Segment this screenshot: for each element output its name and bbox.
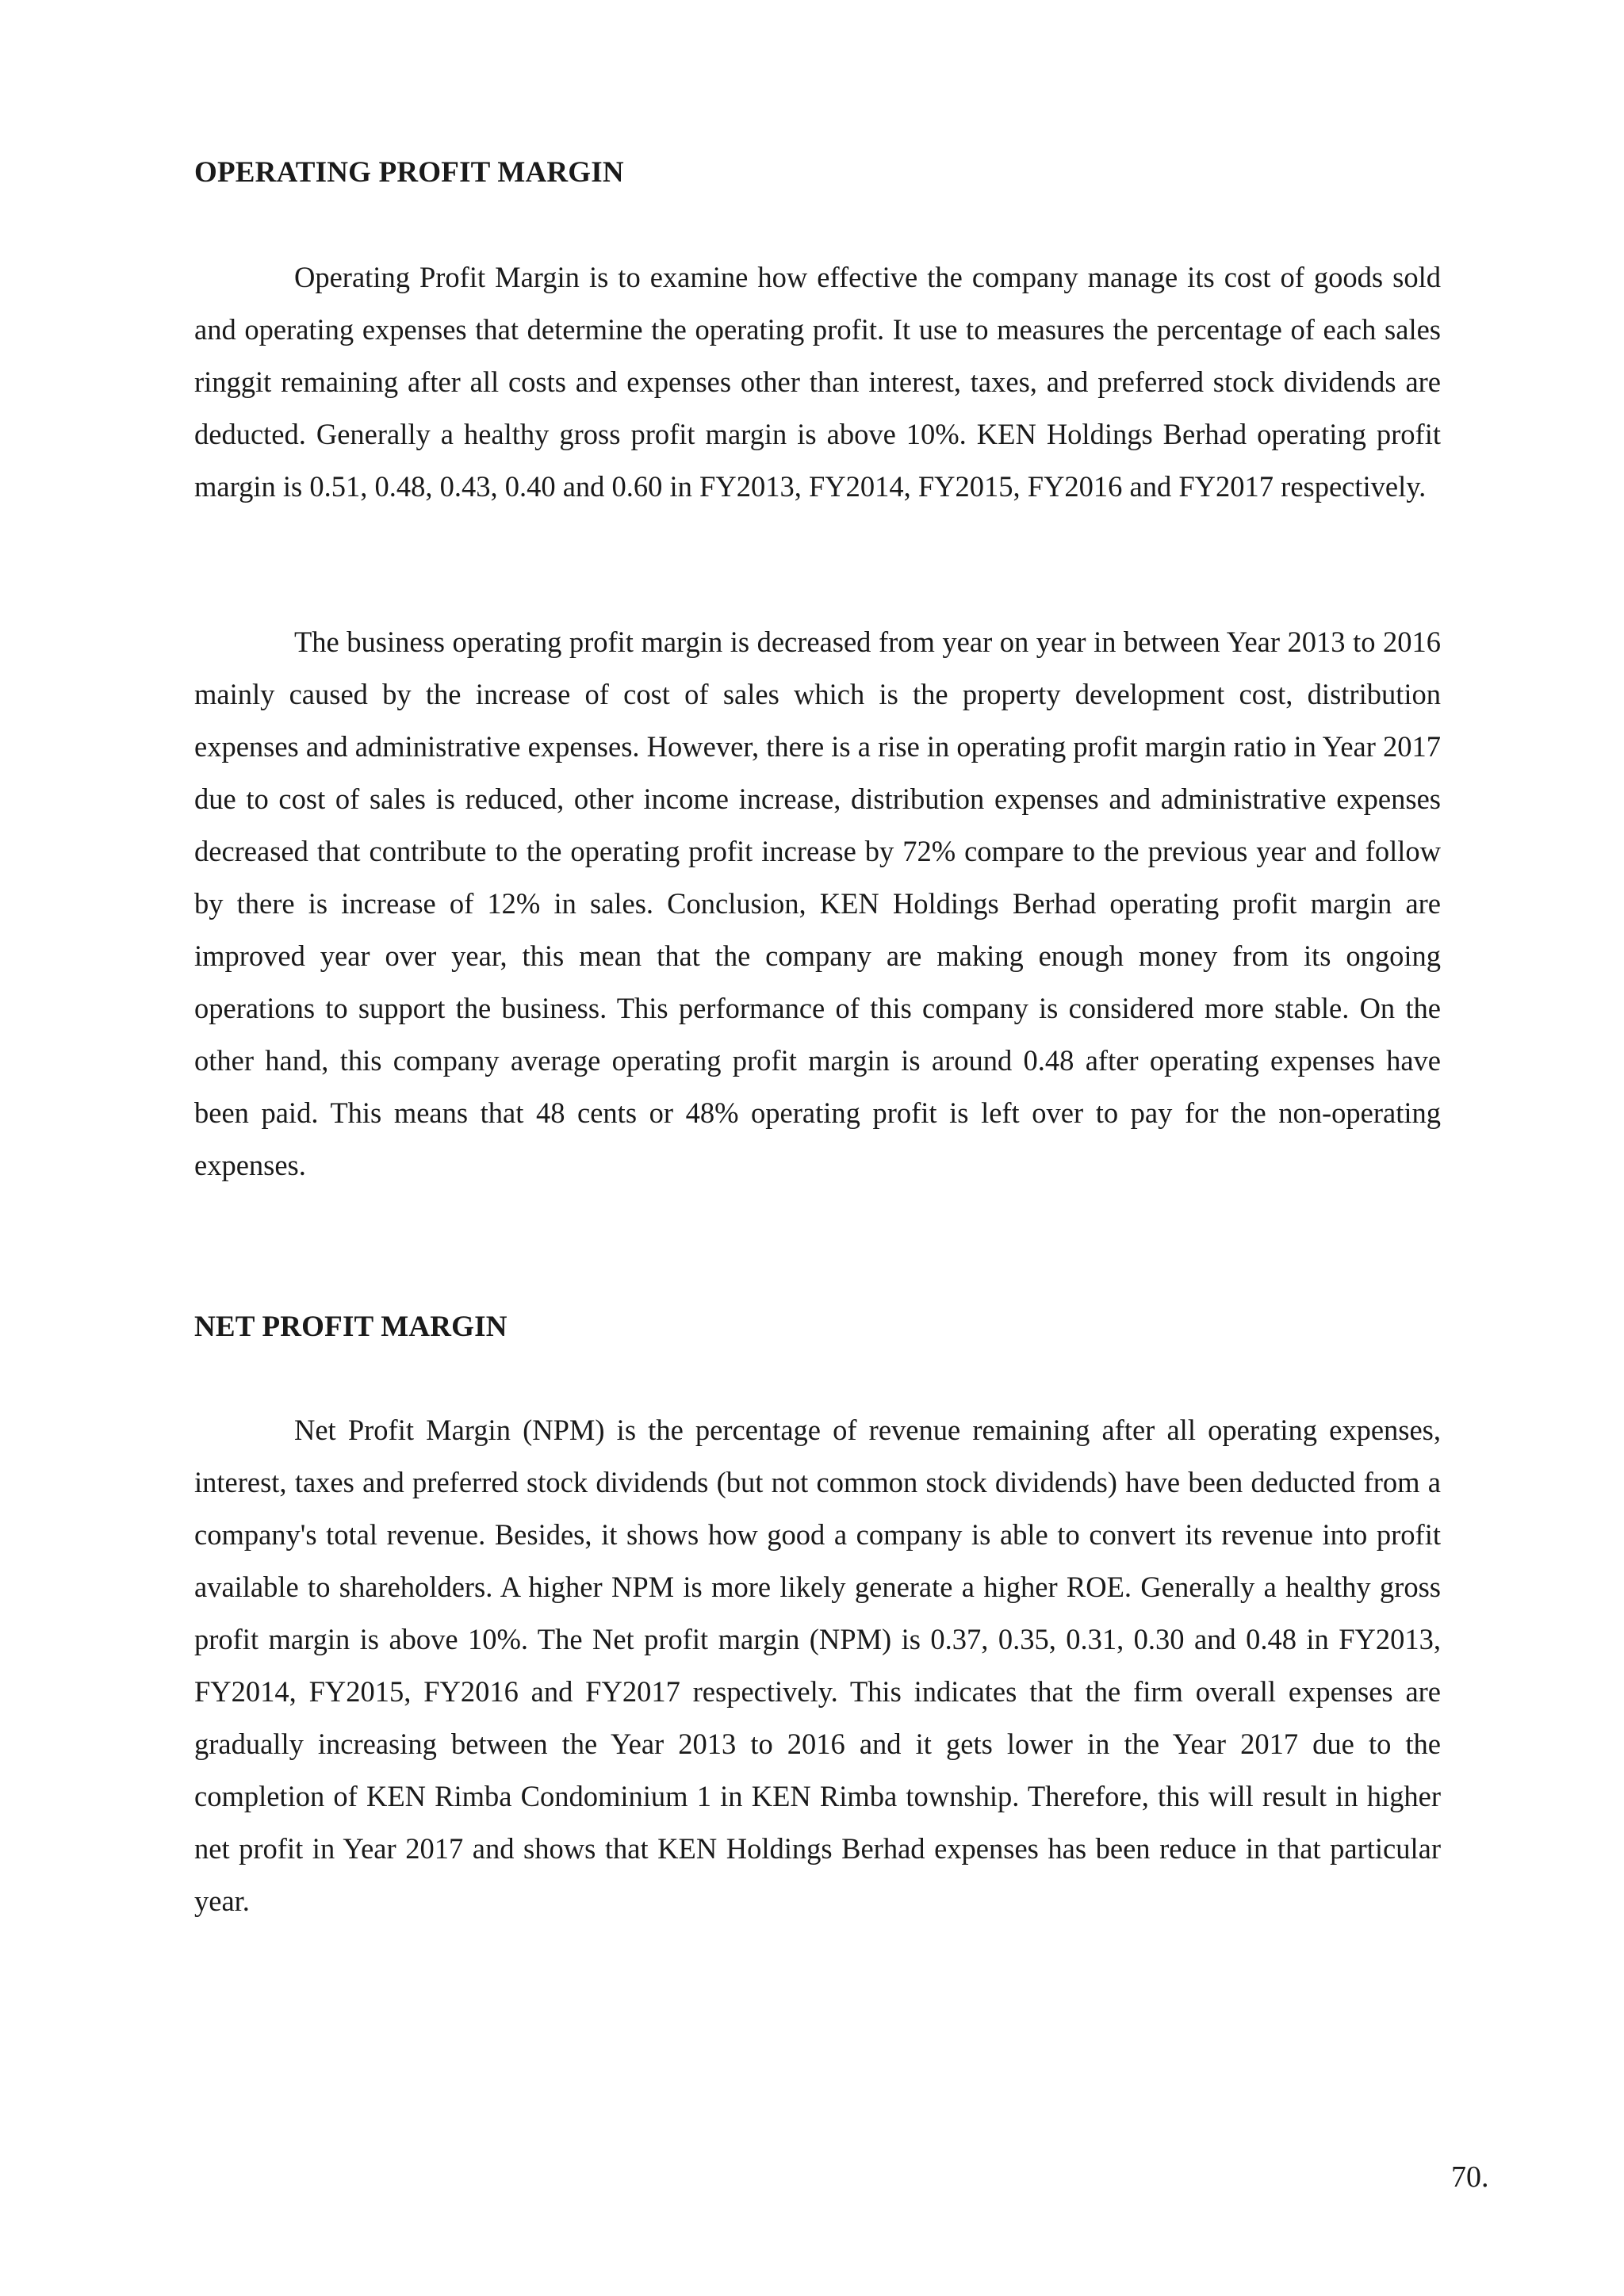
page-number: 70.: [1451, 2160, 1489, 2194]
section-heading-operating-profit-margin: OPERATING PROFIT MARGIN: [194, 156, 624, 189]
section-heading-net-profit-margin: NET PROFIT MARGIN: [194, 1311, 508, 1343]
paragraph-operating-profit-analysis: The business operating profit margin is decreased from year on year in between Year 2013 to 2016 mainly caused by the increase of cost of sales which is the property development cost, distribution expenses and administrative expenses. However, there is a rise in operating profit margin ratio in Year 2017 due to cost of sales is reduced, other income increase, distribution expenses and administrative expenses decreased that contribute to the operating profit increase by 72% compare to the previous year and follow by there is increase of 12% in sales. Conclusion, KEN Holdings Berhad operating profit margin are improved year over year, this mean that the company are making enough money from its ongoing operations to support the business. This performance of this company is considered more stable. On the other hand, this company average operating profit margin is around 0.48 after operating expenses have been paid. This means that 48 cents or 48% operating profit is left over to pay for the non-operating expenses.: [194, 626, 1442, 1181]
paragraph-operating-profit-definition: Operating Profit Margin is to examine how effective the company manage its cost of goods sold and operating expenses that determine the operating profit. It use to measures the percentage of each sales ringgit remaining after all costs and expenses other than interest, taxes, and preferred stock dividends are deducted. Generally a healthy gross profit margin is above 10%. KEN Holdings Berhad operating profit margin is 0.51, 0.48, 0.43, 0.40 and 0.60 in FY2013, FY2014, FY2015, FY2016 and FY2017 respectively.: [194, 261, 1441, 503]
paragraph-net-profit-margin: Net Profit Margin (NPM) is the percentage of revenue remaining after all operating expenses, interest, taxes and preferred stock dividends (but not common stock dividends) have been deducted from a company's total revenue. Besides, it shows how good a company is able to convert its revenue into profit available to shareholders. A higher NPM is more likely generate a higher ROE. Generally a healthy gross profit margin is above 10%. The Net profit margin (NPM) is 0.37, 0.35, 0.31, 0.30 and 0.48 in FY2013, FY2014, FY2015, FY2016 and FY2017 respectively. This indicates that the firm overall expenses are gradually increasing between the Year 2013 to 2016 and it gets lower in the Year 2017 due to the completion of KEN Rimba Condominium 1 in KEN Rimba township. Therefore, this will result in higher net profit in Year 2017 and shows that KEN Holdings Berhad expenses has been reduce in that particular year.: [194, 1414, 1441, 1917]
